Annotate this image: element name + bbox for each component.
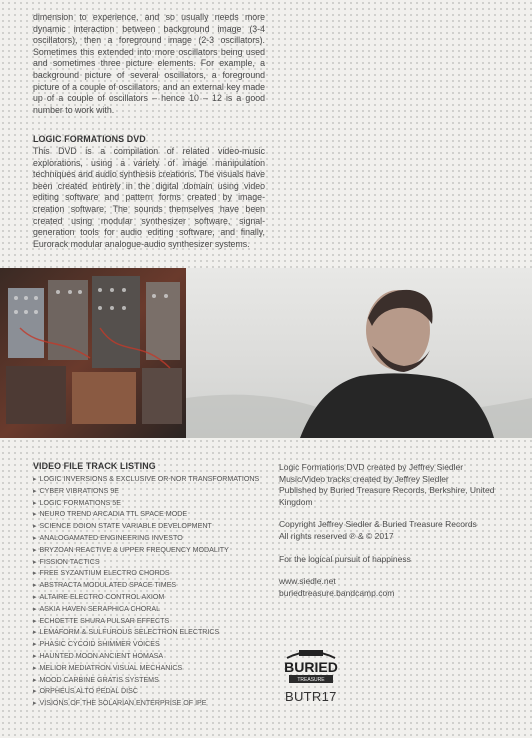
dvd-section-paragraph: This DVD is a compilation of related video-music explorations, using a variety of image manipulation techniques and audio synthesis creations. The visuals have been created entirely in the digital domain using video editing software and pattern forms created by image-creation software. The sounds themselves have been created using modular synthesizer software, signal-generation tools for audio editing software, and finally, Eurorack modular analogue-audio synthesizer systems.	[33, 146, 265, 249]
track-listing-section	[33, 461, 273, 710]
credit-line-dvd: Logic Formations DVD created by Jeffrey Siedler	[279, 462, 464, 472]
track-list	[33, 474, 273, 710]
list-item: ▸ HAUNTED MOON ANCIENT HOMASA	[33, 651, 273, 663]
photo-strip	[0, 268, 532, 438]
list-item: ▸ PHASIC CYCOID SHIMMER VOICES	[33, 639, 273, 651]
copyright-line: Copyright Jeffrey Siedler & Buried Treasure Records	[279, 519, 477, 530]
list-item: ▸ MOOD CARBINE GRATIS SYSTEMS	[33, 675, 273, 687]
credits-lines	[279, 462, 515, 508]
credits-section	[279, 462, 515, 610]
logo-chest-lid	[299, 650, 323, 656]
list-item: ▸ MELIOR MEDIATRON VISUAL MECHANICS	[33, 663, 273, 675]
web-link-2: buriedtreasure.bandcamp.com	[279, 587, 395, 598]
web-link-1: www.siedle.net	[279, 576, 336, 587]
list-item: ▸ CYBER VIBRATIONS 9E	[33, 486, 273, 498]
rights-line: All rights reserved ℗ & © 2017	[279, 530, 394, 541]
buried-treasure-logo	[279, 646, 343, 686]
credit-line-publisher: Published by Buried Treasure Records, Berkshire, United Kingdom	[279, 485, 495, 507]
list-item: ▸ ALTAIRE ELECTRO CONTROL AXIOM	[33, 592, 273, 604]
track-listing-title: VIDEO FILE TRACK LISTING	[33, 461, 156, 471]
list-item: ▸ ECHOETTE SHURA PULSAR EFFECTS	[33, 616, 273, 628]
list-item: ▸ ABSTRACTA MODULATED SPACE TIMES	[33, 580, 273, 592]
synthesizer-panels	[6, 276, 182, 424]
intro-paragraph: dimension to experience, and so usually needs more dynamic interaction between background image (3-4 oscillators), then a foreground image (2-3 oscillators). Sometimes this extended into more oscillators being used and sometimes three picture elements. For example, a background picture of several oscillators, a foreground picture of a couple of oscillators, and an external key made up of a couple of oscillators – hence 10 – 12 is a good number to work with.	[33, 12, 265, 115]
list-item: ▸ FREE SYZANTIUM ELECTRO CHORDS	[33, 568, 273, 580]
web-links	[279, 576, 515, 599]
list-item: ▸ LEMAFORM & SULFUROUS SELECTRON ELECTRICS	[33, 627, 273, 639]
list-item: ▸ NEURO TREND ARCADIA TTL SPACE MODE	[33, 509, 273, 521]
photo-strip-image	[0, 268, 532, 438]
list-item: ▸ LOGIC INVERSIONS & EXCLUSIVE OR-NOR TRANSFORMATIONS	[33, 474, 273, 486]
list-item: ▸ VISIONS OF THE SOLARIAN ENTERPRISE OF IPE	[33, 698, 273, 710]
list-item: ▸ ORPHEUS ALTO PEDAL DISC	[33, 686, 273, 698]
logo-text-main: BURIED	[284, 659, 338, 675]
logo-text-sub: TREASURE	[297, 677, 325, 683]
copyright-block	[279, 519, 515, 542]
list-item: ▸ FISSION TACTICS	[33, 557, 273, 569]
dedication: For the logical pursuit of happiness	[279, 553, 411, 564]
dvd-section-title: LOGIC FORMATIONS DVD	[33, 134, 146, 144]
catalog-number: BUTR17	[285, 689, 337, 704]
list-item: ▸ ASKIA HAVEN SERAPHICA CHORAL	[33, 604, 273, 616]
credit-line-music: Music/Video tracks created by Jeffrey Siedler	[279, 473, 449, 484]
list-item: ▸ BRYZOAN REACTIVE & UPPER FREQUENCY MODALITY	[33, 545, 273, 557]
list-item: ▸ ANALOGAMATED ENGINEERING INVESTO	[33, 533, 273, 545]
list-item: ▸ LOGIC FORMATIONS 5E	[33, 498, 273, 510]
list-item: ▸ SCIENCE DOION STATE VARIABLE DEVELOPMENT	[33, 521, 273, 533]
